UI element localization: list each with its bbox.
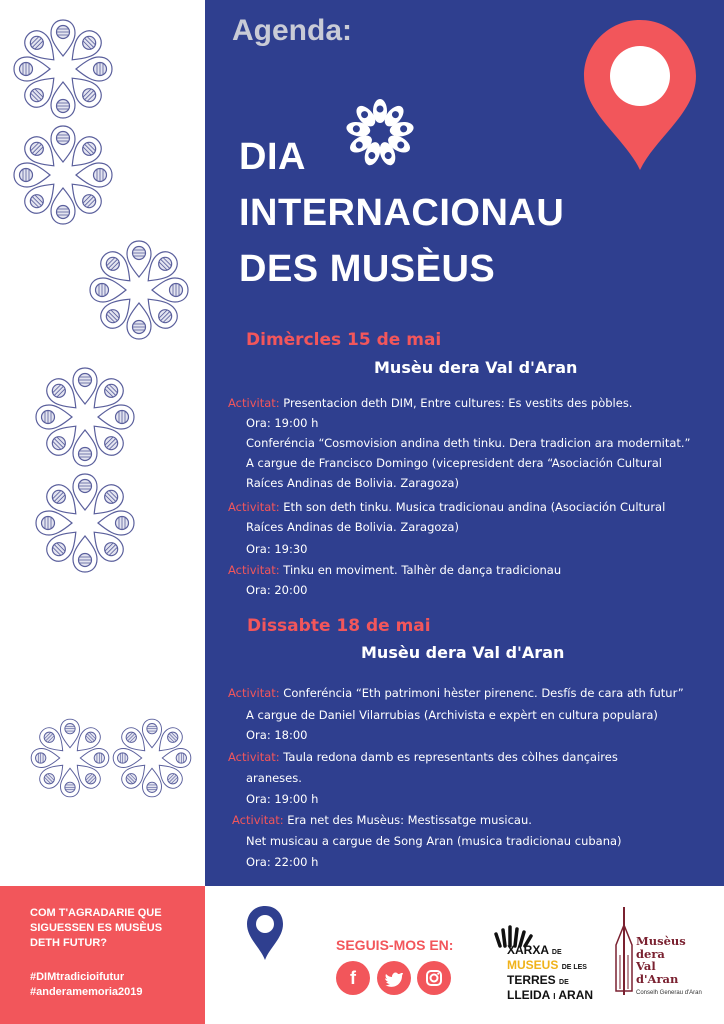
day2-museum: Musèu dera Val d'Aran: [361, 643, 565, 662]
conselh-generau-label: Conselh Generau d'Aran: [636, 990, 702, 996]
rosette-icon: [28, 716, 112, 800]
agenda-heading: Agenda:: [232, 14, 352, 47]
footer-hashtags: [30, 970, 143, 1000]
location-pin-icon: [583, 18, 698, 173]
day1-line: Ora: 19:00 h: [246, 416, 319, 430]
day2-line: Net musicau a cargue de Song Aran (musica tradicionau cubana): [246, 834, 622, 848]
rosette-icon: [110, 716, 194, 800]
day1-museum: Musèu dera Val d'Aran: [374, 358, 578, 377]
day1-line: A cargue de Francisco Domingo (vicepresident dera “Asociación Cultural: [246, 456, 662, 470]
hashtag-link[interactable]: #anderamemoria2019: [30, 986, 143, 998]
rosette-icon: [86, 237, 192, 343]
day2-line: A cargue de Daniel Vilarrubias (Archivista e expèrt en cultura populara): [246, 708, 658, 722]
museus-val-aran-logo-icon: [612, 905, 636, 997]
day1-line: Ora: 20:00: [246, 583, 308, 597]
rosette-icon: [10, 122, 116, 228]
day1-line: Conferéncia “Cosmovision andina deth tinku. Dera tradicion ara modernitat.”: [246, 436, 691, 450]
hashtag-link[interactable]: #DIMtradicioifutur: [30, 971, 125, 983]
museum-day-flower-logo: [343, 96, 417, 170]
rosette-icon: [10, 16, 116, 122]
day2-line: Activitat: Taula redona damb es representants des còlhes dançaires: [228, 750, 618, 764]
day1-line: Ora: 19:30: [246, 542, 308, 556]
day1-line: Raíces Andinas de Bolivia. Zaragoza): [246, 520, 459, 534]
rosette-icon: [32, 364, 138, 470]
facebook-icon[interactable]: f: [336, 961, 370, 995]
rosette-icon: [32, 470, 138, 576]
day2-line: Activitat: Conferéncia “Eth patrimoni hèster pirenenc. Desfís de cara ath futur”: [228, 686, 684, 700]
day1-line: Raíces Andinas de Bolivia. Zaragoza): [246, 476, 459, 490]
day2-line: Ora: 18:00: [246, 728, 308, 742]
title-line-3: DES MUSÈUS: [239, 248, 496, 290]
day1-line: Activitat: Tinku en moviment. Talhèr de dança tradicionau: [228, 563, 562, 577]
twitter-icon[interactable]: [377, 961, 411, 995]
day2-line: Ora: 22:00 h: [246, 855, 319, 869]
day1-line: Activitat: Presentacion deth DIM, Entre cultures: Es vestits des pòbles.: [228, 396, 633, 410]
small-location-pin-icon: [246, 905, 284, 961]
day2-line: araneses.: [246, 771, 302, 785]
day2-date: Dissabte 18 de mai: [247, 616, 431, 636]
day1-line: Activitat: Eth son deth tinku. Musica tradicionau andina (Asociación Cultural: [228, 500, 666, 514]
day2-line: Ora: 19:00 h: [246, 792, 319, 806]
day2-line: Activitat: Era net des Musèus: Mestissatge musicau.: [232, 813, 532, 827]
day1-date: Dimèrcles 15 de mai: [246, 330, 442, 350]
xarxa-museus-logo-text: XARXA DE MUSEUS DE LES TERRES DE LLEIDA I ARAN: [507, 943, 594, 1002]
footer-question: COM T'AGRADARIE QUE SIGUESSEN ES MUSÈUS DETH FUTUR?: [30, 907, 163, 949]
title-line-1: DIA: [239, 136, 306, 178]
title-line-2: INTERNACIONAU: [239, 192, 565, 234]
instagram-icon[interactable]: [417, 961, 451, 995]
follow-us-label: SEGUIS-MOS EN:: [336, 937, 454, 953]
museus-val-aran-logo-text: Musèus dera Val d'Aran: [636, 934, 686, 986]
